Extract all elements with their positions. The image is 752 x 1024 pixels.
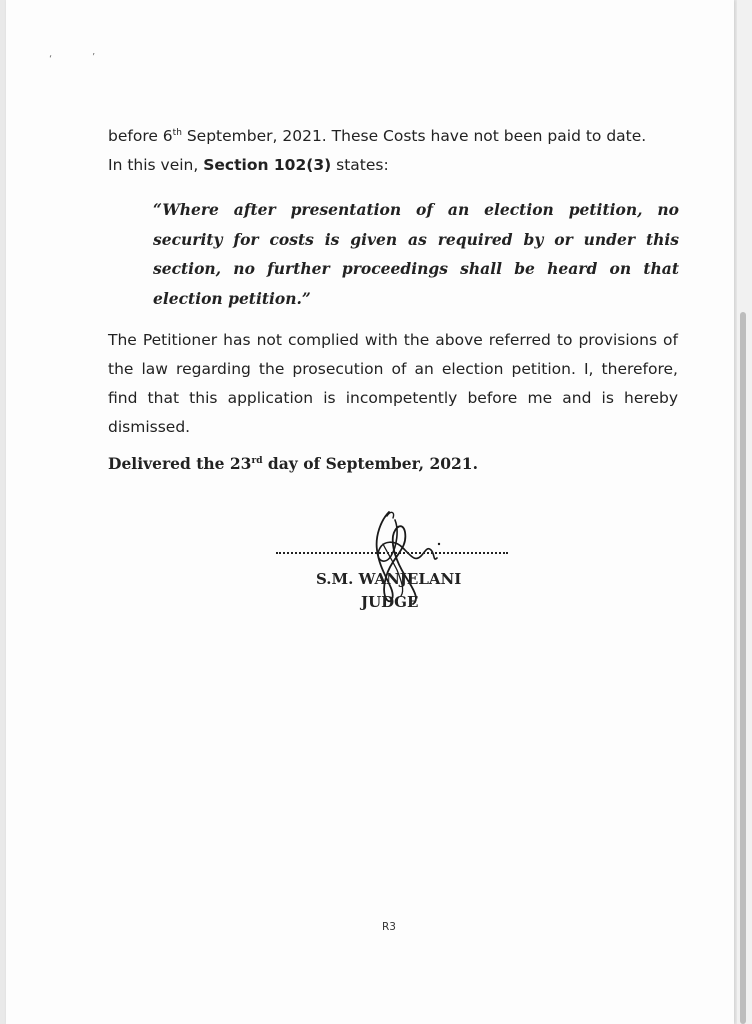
- paragraph-ruling: The Petitioner has not complied with the above referred to provisions of the law regarding the prosecution of an election petition. I, therefore, find that this application is incompetently before me and is hereby dismissed.: [108, 331, 678, 436]
- scan-speck: ‘: [49, 54, 53, 65]
- judge-title: JUDGE: [361, 593, 419, 611]
- statute-quote: “Where after presentation of an election petition, no security for costs is given as required by or under this section, no further proceedings shall be heard on that election petition.”: [153, 200, 679, 308]
- document-page: [6, 0, 734, 1024]
- page-number: R3: [382, 921, 396, 933]
- delivery-date: Delivered the 23rd day of September, 2021.: [108, 454, 478, 473]
- signature-line: [276, 552, 508, 554]
- judge-name: S.M. WANJELANI: [316, 570, 462, 588]
- paragraph-costs-line-2: In this vein, Section 102(3) states:: [108, 156, 389, 174]
- section-reference: Section 102(3): [203, 156, 332, 174]
- paragraph-costs-line-1: before 6th September, 2021. These Costs have not been paid to date.: [108, 127, 647, 145]
- scan-speck: ’: [92, 52, 96, 63]
- paragraph-costs: [108, 122, 680, 180]
- scrollbar-thumb[interactable]: [740, 312, 746, 1024]
